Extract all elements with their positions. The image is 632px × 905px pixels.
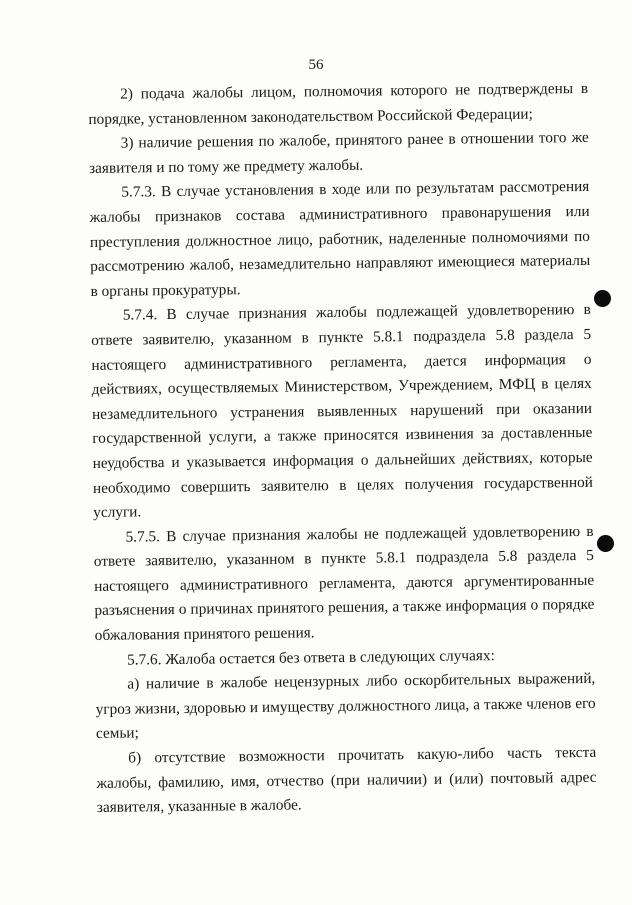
paragraph-item-b-unreadable-text: б) отсутствие возможности прочитать какую-либо часть текста жалобы, фамилию, имя, отчество (при наличии) и (или) почтовый адрес заявителя, указанные в жалобе. bbox=[96, 743, 597, 817]
punch-hole-mark bbox=[594, 290, 611, 307]
paragraph-item-3-prior-decision: 3) наличие решения по жалобе, принятого ранее в отношении того же заявителя и по тому же предмету жалобы. bbox=[88, 129, 589, 177]
paragraph-item-a-obscene-language: а) наличие в жалобе нецензурных либо оскорбительных выражений, угроз жизни, здоровью и имуществу должностного лица, а также членов его семьи; bbox=[95, 670, 596, 743]
paragraph-5-7-5: 5.7.5. В случае признания жалобы не подлежащей удовлетворению в ответе заявителю, указанном в пункте 5.8.1 подраздела 5.8 раздела 5 настоящего административного регламента, даются аргументированные разъяснения о причинах принятого решения, а также информация о порядке обжалования принятого решения. bbox=[93, 522, 595, 645]
paragraph-5-7-6: 5.7.6. Жалоба остается без ответа в следующих случаях: bbox=[126, 646, 495, 669]
document-body bbox=[88, 77, 597, 821]
page-number: 56 bbox=[308, 57, 324, 73]
paragraph-item-2-submitter-authority: 2) подача жалобы лицом, полномочия которого не подтверждены в порядке, установленном законодательством Российской Федерации; bbox=[88, 79, 589, 128]
paragraph-5-7-4: 5.7.4. В случае признания жалобы подлежащей удовлетворению в ответе заявителю, указанном в пункте 5.8.1 подраздела 5.8 раздела 5 настоящего административного регламента, дается информация о действиях, осуществляемых Министерством, Учреждением, МФЦ в целях незамедлительного устранения выявленных нарушений при оказании государственной услуги, а также приносятся извинения за доставленные неудобства и указывается информация о дальнейших действиях, которые необходимо совершить заявителю в целях получения государственной услуги. bbox=[91, 301, 594, 522]
punch-hole-mark bbox=[597, 535, 614, 552]
paragraph-5-7-3: 5.7.3. В случае установления в ходе или по результатам рассмотрения жалобы признаков состава административного правонарушения или преступления должностное лицо, работник, наделенные полномочиями по рассмотрению жалоб, незамедлительно направляют имеющиеся материалы в органы прокуратуры. bbox=[89, 178, 591, 300]
